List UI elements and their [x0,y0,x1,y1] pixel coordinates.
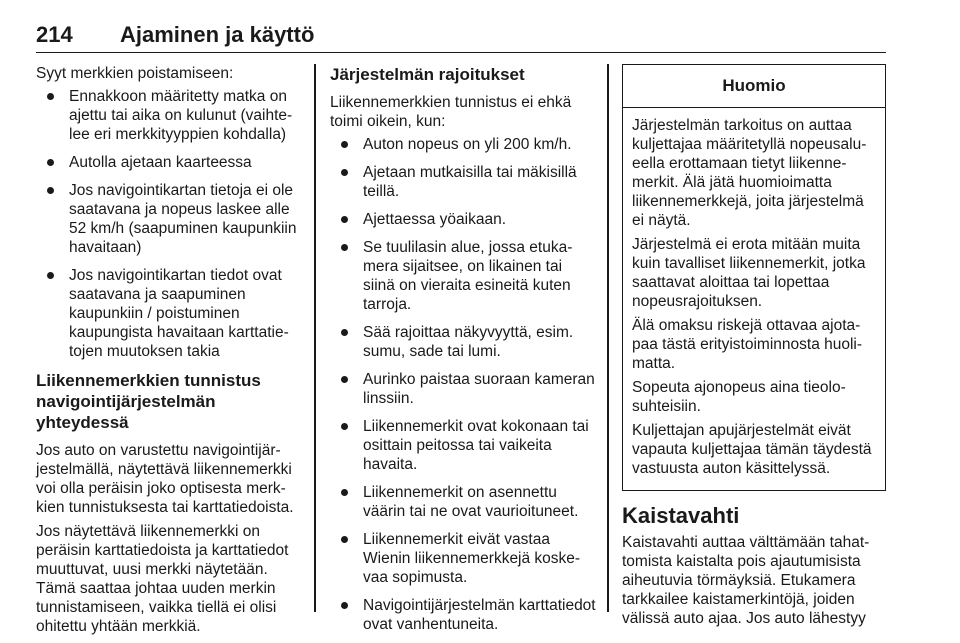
removal-reasons-intro: Syyt merkkien poistamiseen: [36,65,234,82]
section-heading-navigation: Liikennemerkkien tunnistus navigointijärjestelmän yhteydessä [36,371,261,432]
list-item: Ajetaan mutkaisilla tai mäkisillä teillä. [330,163,596,201]
page-header [36,16,886,53]
limitations-list [330,135,596,634]
caution-paragraph: Järjestelmän tarkoitus on auttaa kuljettajaa määritetyllä nopeusalueella erottamaan tietyt liikennemerkit. Älä jätä huomioimatta liikennemerkkejä, joita järjestelmä ei näytä. [632,117,867,229]
paragraph: Jos näytettävä liikennemerkki on peräisin karttatiedoista ja karttatiedot muuttuvat, uusi merkki näytetään. Tämä saattaa johtaa uuden merkin tunnistamiseen, vaikka tiellä ei olisi ohitettu yhtään merkkiä. [36,523,289,635]
caution-title: Huomio [623,65,885,108]
list-item: Navigointijärjestelmän karttatiedot ovat vanhentuneita. [330,596,596,634]
limitations-intro: Liikennemerkkien tunnistus ei ehkä toimi oikein, kun: [330,94,572,130]
caution-body [623,108,885,490]
list-item: Liikennemerkit ovat kokonaan tai osittain peitossa tai vaikeita havaita. [330,417,596,474]
list-item: Auton nopeus on yli 200 km/h. [330,135,596,154]
list-item: Aurinko paistaa suoraan kameran linssiin. [330,370,596,408]
list-item: Liikennemerkit on asennettu väärin tai ne ovat vaurioituneet. [330,483,596,521]
caution-paragraph: Sopeuta ajonopeus aina tieolosuhteisiin. [632,379,846,415]
section-title-lane-assist: Kaistavahti [622,503,740,528]
section-heading-limitations: Järjestelmän rajoitukset [330,65,525,84]
column-divider [607,64,609,612]
column-right [622,64,886,633]
column-divider [314,64,316,612]
column-left [36,64,302,641]
page-number: 214 [36,22,73,47]
caution-box [622,64,886,491]
list-item: Sää rajoittaa näkyvyyttä, esim. sumu, sade tai lumi. [330,323,596,361]
column-middle [330,64,596,643]
list-item: Ennakkoon määritetty matka on ajettu tai aika on kulunut (vaihtelee eri merkkityyppien kohdalla) [36,87,302,144]
caution-paragraph: Kuljettajan apujärjestelmät eivät vapauta kuljettajaa tämän täydestä vastuusta auton käsittelyssä. [632,422,872,477]
removal-reasons-list [36,87,302,361]
caution-paragraph: Älä omaksu riskejä ottavaa ajotapaa tästä erityistoiminnosta huolimatta. [632,317,863,372]
list-item: Jos navigointikartan tiedot ovat saatavana ja saapuminen kaupunkiin / poistuminen kaupungista havaitaan karttatietojen muutoksen takia [36,266,302,361]
list-item: Liikennemerkit eivät vastaa Wienin liikennemerkkejä koskevaa sopimusta. [330,530,596,587]
caution-paragraph: Järjestelmä ei erota mitään muita kuin tavalliset liikennemerkit, jotka saattavat aloittaa tai lopettaa nopeusrajoituksen. [632,236,866,310]
paragraph: Jos auto on varustettu navigointijärjestelmällä, näytettävä liikennemerkki voi olla peräisin joko optisesta merkkien tunnistuksesta tai karttatiedoista. [36,442,294,516]
paragraph: Kaistavahti auttaa välttämään tahattomista kaistalta pois ajautumisista aiheutuvia törmäyksiä. Etukamera tarkkailee kaistamerkintöjä, joiden välissä auto ajaa. Jos auto lähestyy [622,534,870,627]
page-title: Ajaminen ja käyttö [120,22,315,47]
list-item: Se tuulilasin alue, jossa etukamera sijaitsee, on likainen tai siinä on vieraita esineitä kuten tarroja. [330,238,596,314]
list-item: Jos navigointikartan tietoja ei ole saatavana ja nopeus laskee alle 52 km/h (saapuminen kaupunkiin havaitaan) [36,181,302,257]
list-item: Autolla ajetaan kaarteessa [36,153,302,172]
list-item: Ajettaessa yöaikaan. [330,210,596,229]
